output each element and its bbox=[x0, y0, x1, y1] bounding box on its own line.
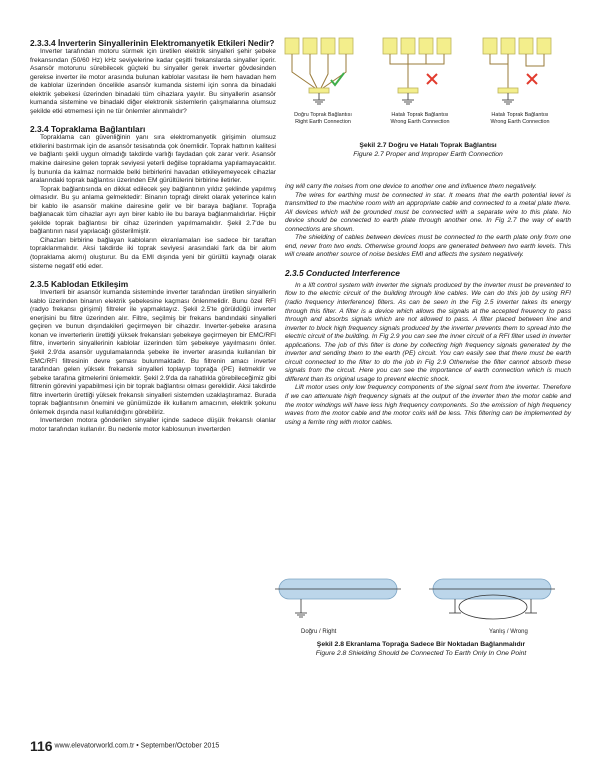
paragraph: Cihazları birbirine bağlayan kabloların ekranlamaları ise sadece bir taraftan topraklanmalıdır. Aksi takdirde iki toprak seviyesi arasındaki fark da bir akım (topraklama akımı) oluşturur. Bu da EMI dışında yeni bir gürültü kaynağı olarak sisteme negatif etki eder. bbox=[30, 236, 276, 270]
label-right: Doğru / Right bbox=[301, 629, 337, 635]
label-wrong-connection-2: Hatalı Toprak Bağlantısı Wrong Earth Connection bbox=[490, 112, 550, 125]
left-column bbox=[30, 38, 276, 434]
section-heading: 2.3.4 Topraklama Bağlantıları bbox=[30, 124, 146, 135]
earth-connection-diagram bbox=[283, 36, 573, 144]
label-right-connection: Doğru Toprak Bağlantısı Right Earth Connection bbox=[294, 112, 352, 125]
paragraph: The wires for earthing must be connected in star. It means that the earth potential level is transmitted to the machine room with an appropriate cable and connected to a metal plate there. All devices which will be grounded must be connected with a separate wire to this plate. No device should be connected to earth plate through another one. In Fig 2.7 the way of earth connections are shown. bbox=[285, 191, 571, 233]
section-heading: 2.3.5 Kablodan Etkileşim bbox=[30, 279, 129, 290]
section-heading: 2.3.5 Conducted Interference bbox=[285, 267, 400, 278]
section-heading: 2.3.3.4 İnverterin Sinyallerinin Elektromanyetik Etkileri Nedir? bbox=[30, 38, 275, 48]
paragraph: Lift motor uses only low frequency components of the signal sent from the inverter. Therefore if we can attenuate high frequency signals at the output of the inverter then the motor cable and the motor windings will have less high frequency components. So the emission of high frequency waves from the motor cable and the motor coils will be less. This filtering can be implemented by using a ferrite ring with motor cables. bbox=[285, 384, 571, 426]
figure-caption: Şekil 2.7 Doğru ve Hatalı Toprak Bağlantısı Figure 2.7 Proper and Improper Earth Connection bbox=[353, 142, 503, 158]
paragraph: In a lift control system with inverter the signals produced by the inverter must be prevented to flow to the electric circuit of the building through line cables. We can do this job by using RFI (radio frequency interference) filters. As can be seen in the Fig 2.5 inverter takes its energy through this filter. A filter is a device which allows the signals at the accepted freuency to pass through and absorbs signals which are not allowed to pass. A filter placed between line and inverter to block high frequency signals produced by the inverter prevents them to spread into the electric circuit of the building. In Fig 2.9 you can see the inner circuit of a RFI filter used in inverter applications. The job of this filter is done by collecting high frequency signals generated by the inverter and sending them to the earth (PE) circuit. You can easily see that there must be earth circuit connected to the filter to do the job in Fig 2.9 Otherwise the filter cannot absorb these signals from the circuit. Here you can see the importance of earth connection which is much different than its original usage to prevent electric shock. bbox=[285, 281, 571, 383]
shield-right bbox=[275, 579, 401, 617]
paragraph: Toprak bağlantısında en dikkat edilecek şey bağlantının yıldız şeklinde yapılmış olmasıdır. Bu şu anlama gelmektedir: Binanın toprağı direkt olarak yeterince kalın bir kablo ile asansör makine dairesine gelir ve bir baraya bağlanır. Toprağa bağlanacak tüm cihazlar ayrı ayrı birer kablo ile bu baraya bağlanmalıdırlar. Hiçbir şekilde toprak bağlantısı bir cihaz üzerinden yapılmamalıdır. Şekil 2.7'de bu bağlantının nasıl yapılacağı gösterilmiştir. bbox=[30, 185, 276, 236]
paragraph: Inverterden motora gönderilen sinyaller içinde sadece düşük frekanslı olanlar motor tarafından kullanılır. Bu nedenle motor kablosunun inverterden bbox=[30, 417, 276, 433]
paragraph: Topraklama can güvenliğinin yanı sıra elektromanyetik girişimin olumsuz etkilerini bastırmak için de asansör tesisatında çok önemlidir. Toprak hattının kalitesi ve bağlantı şekli uygun olmadığı takdirde varlığı faydadan çok zarar verir. Asansör makine dairesine gelen toprak seviyesi yeterli değilse topraklama yapılamayacaktır. İş bununla da kalmaz normalde belki birbirlerini havadan etkileyemeyecek cihazlar aralarındaki toprak bağlantısı üzerinden EM gürültülerini birbirine iletirler. bbox=[30, 134, 276, 185]
page-footer bbox=[30, 738, 219, 754]
right-column bbox=[285, 183, 571, 427]
paragraph: Inverter tarafından motoru sürmek için üretilen elektrik sinyalleri şehir şebeke frekansından (50/60 Hz) kHz seviyelerine kadar çeşitli frekanslarda sinyaller içerir. Asansör motorunu sürebilecek güçteki bu sinyaller gerek inverter gövdesinden gerekse inverter ile motor arasında bulunan kablolar vasıtası ile hem havadan hem de kablolar üzerinden öncelikle asansör kumanda sistemi için sonra da binadaki elektrik şebekesi üzerinden binadaki tüm cihazlara yayılır. Bu sinyallerin asansör kumanda sistemine ve binadaki diğer elektronik sistemlerin çalışmalarına olumsuz şekilde etki etmemesi için ne tür önlemler alınmalıdır? bbox=[30, 48, 276, 115]
figure-2-7 bbox=[283, 36, 573, 170]
paragraph: ing will carry the noises from one device to another one and influence them negatively. bbox=[285, 183, 537, 190]
shielding-diagram bbox=[271, 557, 571, 639]
panel-right-connection bbox=[285, 38, 353, 104]
paragraph: The shielding of cables between devices must be connected to the earth plate only from one end, never from two ends. Otherwise ground loops are generated between two earth levels. This will create another source of noise besides EMI and affects the system negatively. bbox=[285, 234, 571, 259]
shield-wrong bbox=[429, 579, 555, 619]
figure-caption: Şekil 2.8 Ekranlama Toprağa Sadece Bir Noktadan Bağlanmalıdır Figure 2.8 Shielding Should be Connected To Earth Only In One Point bbox=[315, 641, 527, 657]
label-wrong-connection-1: Hatalı Toprak Bağlantısı Wrong Earth Connection bbox=[390, 112, 450, 125]
page-number: 116 bbox=[30, 738, 53, 754]
label-wrong: Yanlış / Wrong bbox=[489, 629, 528, 635]
footer-text: www.elevatorworld.com.tr • September/October 2015 bbox=[54, 742, 220, 750]
panel-wrong-connection-2 bbox=[483, 38, 551, 104]
panel-wrong-connection-1 bbox=[383, 38, 451, 104]
paragraph: Inverterli bir asansör kumanda sisteminde inverter tarafından üretilen sinyallerin kablo üzerinden binanın elektrik şebekesine kaçması önlenmelidir. Bunu özel RFI (radyo frekansı girişimi) filtreler ile yapmaktayız. Şekil 2.5'te görüldüğü inverter enerjisini bu filtre üzerinden alır. Filtre, seçilmiş bir frekans bandındaki sinyalleri geçiren ve bunun dışındakileri geçirmeyen bir cihazdır. Inverter-şebeke arasına konan ve inverterlerin ürettiği yüksek frekansları şebekeye geçirmeyen bir EMC/RFI filtre, inverterin sinyallerinin kablolar üzerinden tüm şebekeye yayılmasını önler. Şekil 2.9'da asansör uygulamalarında şebeke ile inverter arasında kullanılan bir EMC/RFI filtresinin devre şeması bulunmaktadır. Bu filtrenin amacı inverter tarafından gelen yüksek frekanslı sinyalleri toplayıp toprağa (PE) iletmektir ve şebeke tarafına gitmelerini önlemektir. Şekil 2.9'da da rahatlıkla görebileceğimiz gibi filtrenin görevini yapabilmesi için bir toprak bağlantısı olması gereklidir. Aksi takdirde filtre inverterin ürettiği yüksek frekanslı sinyalleri sistemden uzaklaştıramaz. Burada toprak bağlantısının önemini ve günümüzde ilk kullanım amacının, elektrik şokunu önlemek dışında nasıl kullanıldığını görebiliriz. bbox=[30, 289, 276, 416]
figure-2-8 bbox=[271, 557, 571, 663]
